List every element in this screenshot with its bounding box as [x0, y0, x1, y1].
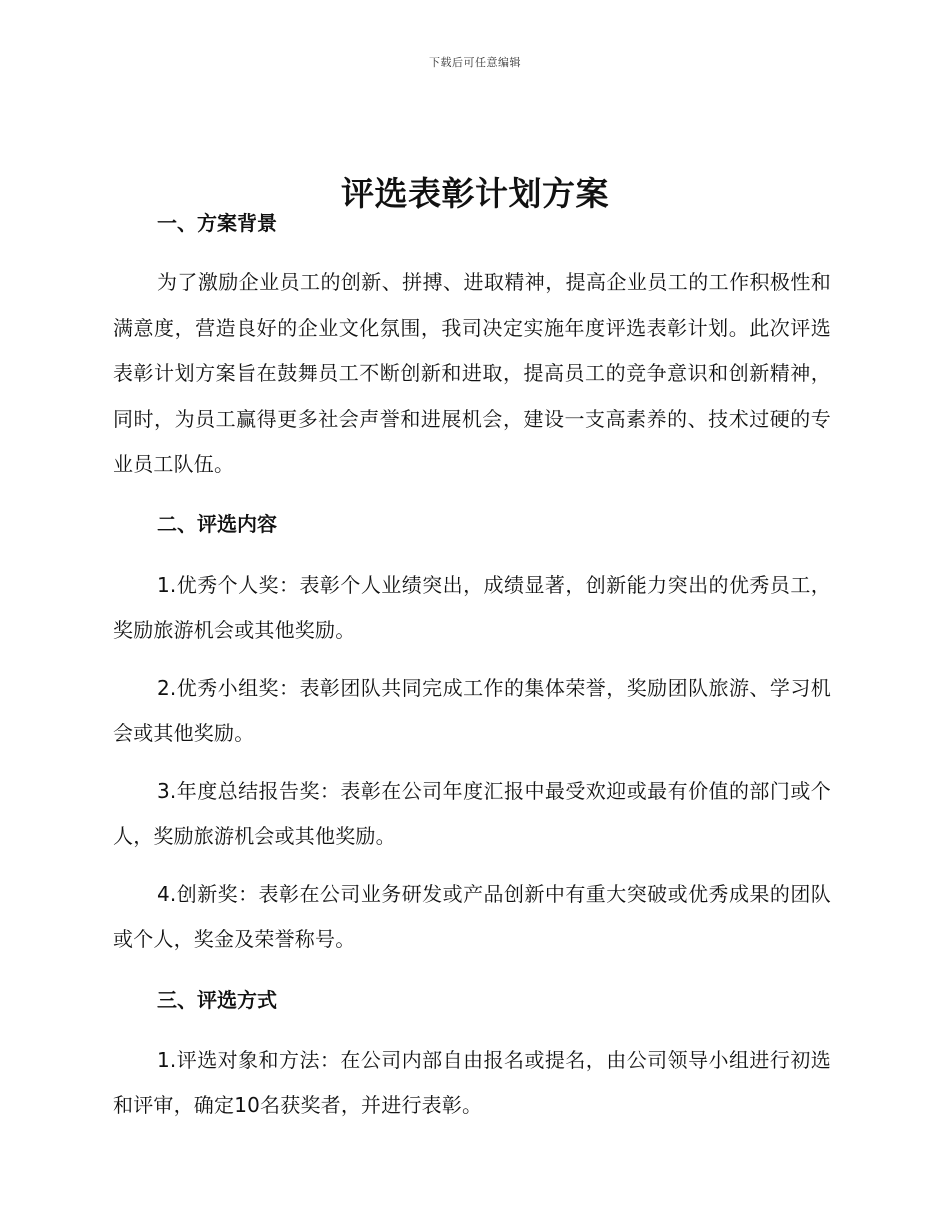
- section-heading-content: 二、评选内容: [157, 511, 277, 536]
- paragraph-award-team: 2.优秀小组奖：表彰团队共同完成工作的集体荣誉，奖励团队旅游、学习机会或其他奖励。: [113, 675, 831, 745]
- document-body: [113, 204, 831, 1129]
- paragraph-method: 1.评选对象和方法：在公司内部自由报名或提名，由公司领导小组进行初选和评审，确定10名获奖者，并进行表彰。: [113, 1047, 831, 1117]
- document-title: 评选表彰计划方案: [341, 174, 609, 214]
- paragraph-award-individual: 1.优秀个人奖：表彰个人业绩突出，成绩显著，创新能力突出的优秀员工，奖励旅游机会或其他奖励。: [113, 572, 831, 642]
- paragraph-award-annual-report: 3.年度总结报告奖：表彰在公司年度汇报中最受欢迎或最有价值的部门或个人，奖励旅游机会或其他奖励。: [113, 778, 831, 848]
- section-heading-background: 一、方案背景: [157, 211, 277, 235]
- paragraph-award-innovation: 4.创新奖：表彰在公司业务研发或产品创新中有重大突破或优秀成果的团队或个人，奖金及荣誉称号。: [113, 881, 831, 951]
- paragraph-background: 为了激励企业员工的创新、拼搏、进取精神，提高企业员工的工作积极性和满意度，营造良好的企业文化氛围，我司决定实施年度评选表彰计划。此次评选表彰计划方案旨在鼓舞员工不断创新和进取，提高员工的竞争意识和创新精神，同时，为员工赢得更多社会声誉和进展机会，建设一支高素养的、技术过硬的专业员工队伍。: [113, 270, 831, 476]
- page-header-note: 下载后可任意编辑: [429, 56, 521, 69]
- section-heading-method: 三、评选方式: [157, 987, 277, 1012]
